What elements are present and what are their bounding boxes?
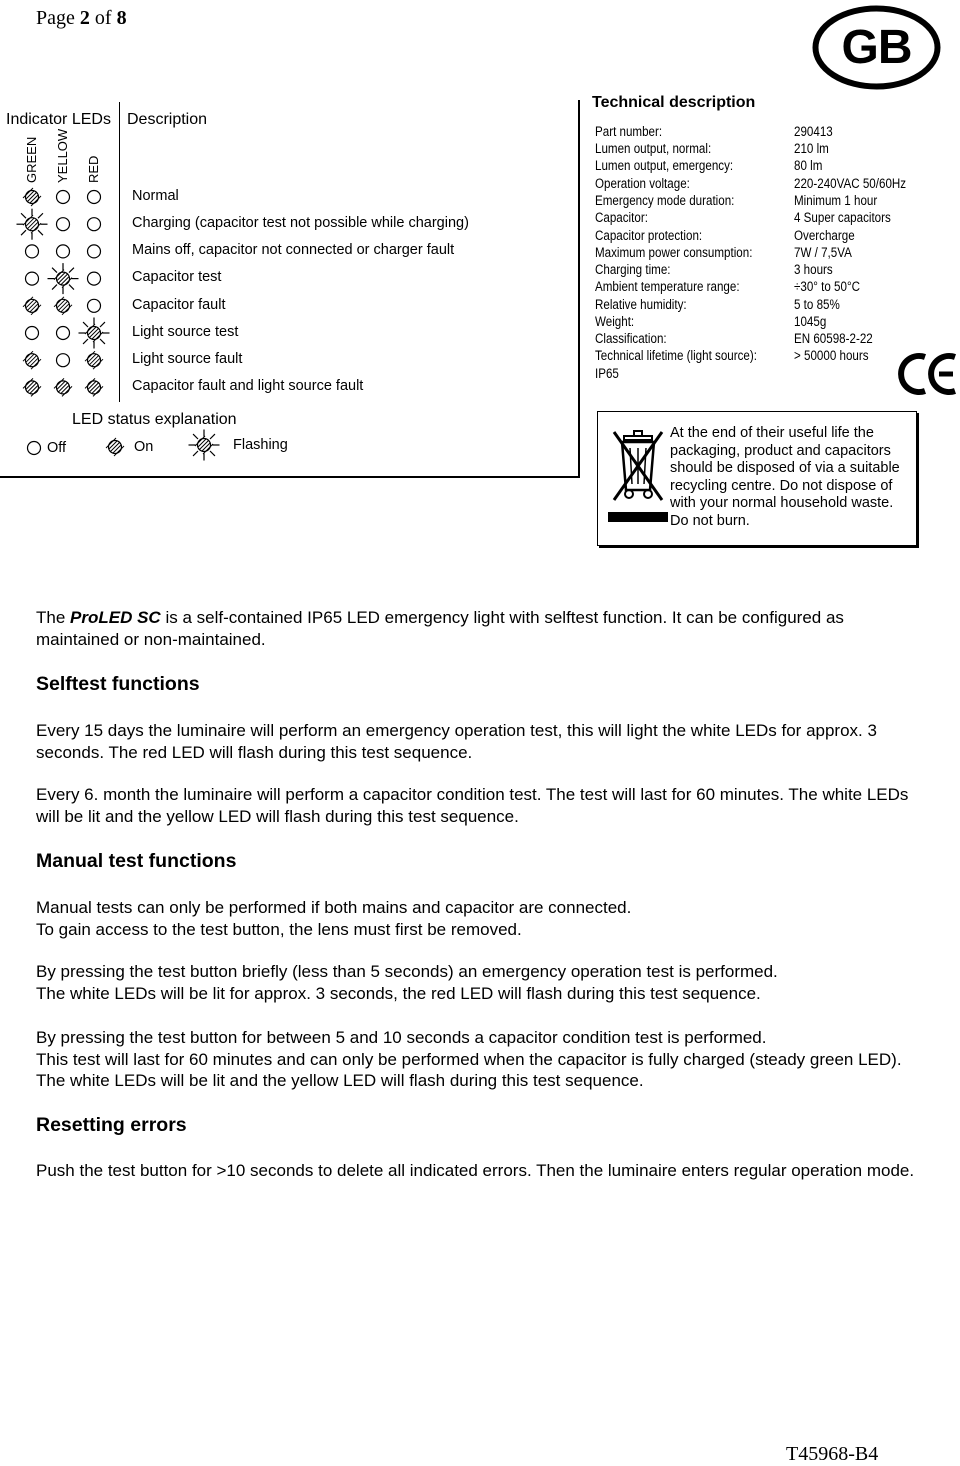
led-row-description: Light source test: [132, 324, 239, 340]
intro-pre: The: [36, 608, 71, 627]
led-off-icon: [88, 299, 101, 312]
legend-icons: [0, 425, 240, 475]
spec-label: Charging time:: [595, 262, 671, 277]
spec-value: 290413: [794, 124, 833, 139]
spec-label: Capacitor:: [595, 210, 648, 225]
column-red-label: RED: [86, 155, 101, 183]
led-row-description: Light source fault: [132, 351, 243, 367]
spec-value: Minimum 1 hour: [794, 193, 878, 208]
page-total: 8: [116, 7, 127, 29]
spec-label: Relative humidity:: [595, 297, 687, 312]
crossed-out-bin-icon: [608, 426, 668, 526]
intro-post: is a self-contained IP65 LED emergency light with selftest function. It can be configured as maintained or non-maintained.: [36, 608, 844, 649]
reset-paragraph: Push the test button for >10 seconds to delete all indicated errors. Then the luminaire enters regular operation mode.: [36, 1161, 915, 1180]
spec-value: EN 60598-2-22: [794, 331, 873, 346]
led-off-icon: [88, 272, 101, 285]
led-row-description: Charging (capacitor test not possible while charging): [132, 215, 469, 231]
led-off-icon: [57, 218, 70, 231]
page-label: Page: [36, 7, 75, 29]
document-code: T45968-B4: [786, 1443, 879, 1465]
spec-value: 3 hours: [794, 262, 833, 277]
manual-paragraph-1: Manual tests can only be performed if both mains and capacitor are connected. To gain access to the test button, the lens must first be removed.: [36, 898, 632, 939]
led-on-icon: [23, 188, 41, 206]
led-on-icon: [23, 378, 41, 396]
led-row-description: Mains off, capacitor not connected or charger fault: [132, 242, 455, 258]
spec-label: Part number:: [595, 124, 663, 139]
legend-title: LED status explanation: [72, 411, 237, 428]
legend-flashing-label: Flashing: [233, 437, 288, 453]
column-yellow-label: YELLOW: [55, 128, 70, 183]
led-off-icon: [57, 354, 70, 367]
led-off-icon: [88, 218, 101, 231]
led-flashing-icon: [48, 263, 79, 294]
led-flashing-icon: [17, 209, 48, 240]
led-off-icon: [26, 272, 39, 285]
resetting-errors-heading: Resetting errors: [36, 1114, 187, 1136]
spec-label: Ambient temperature range:: [595, 279, 740, 294]
column-green-label: GREEN: [24, 136, 39, 183]
led-row-description: Normal: [132, 188, 179, 204]
led-off-icon: [28, 442, 41, 455]
legend-on-label: On: [134, 439, 154, 455]
spec-value: ÷30° to 50°C: [794, 279, 861, 294]
spec-label: Lumen output, emergency:: [595, 158, 734, 173]
led-off-icon: [26, 245, 39, 258]
led-off-icon: [26, 327, 39, 340]
led-on-icon: [23, 351, 41, 369]
spec-value: Overcharge: [794, 228, 855, 243]
selftest-paragraph-1: Every 15 days the luminaire will perform an emergency operation test, this will light the white LEDs for approx. 3 seconds. The red LED will flash during this test sequence.: [36, 721, 877, 762]
page-of-label: of: [94, 7, 112, 29]
country-badge: [811, 4, 942, 91]
spec-label: Capacitor protection:: [595, 228, 703, 243]
led-off-icon: [88, 245, 101, 258]
led-row-description: Capacitor fault and light source fault: [132, 378, 364, 394]
spec-value: 4 Super capacitors: [794, 210, 891, 225]
led-off-icon: [88, 191, 101, 204]
selftest-heading: Selftest functions: [36, 673, 200, 695]
led-flashing-icon: [79, 318, 110, 349]
spec-value: > 50000 hours: [794, 348, 869, 363]
led-on-icon: [54, 378, 72, 396]
led-row-description: Capacitor test: [132, 269, 222, 285]
spec-label: Lumen output, normal:: [595, 141, 712, 156]
disposal-text: At the end of their useful life the packaging, product and capacitors should be disposed of via a suitable recycling centre. Do not dispose of with your normal household waste. Do not burn.: [670, 425, 900, 529]
led-off-icon: [57, 327, 70, 340]
spec-label: Weight:: [595, 314, 635, 329]
product-name: ProLED SC: [70, 608, 161, 627]
manual-paragraph-3: By pressing the test button for between 5 and 10 seconds a capacitor condition test is performed. This test will last for 60 minutes and can only be performed when the capacitor is fully charged (steady green LED). The white LEDs will be lit and the yellow LED will flash during this test sequence.: [36, 1028, 902, 1090]
spec-value: 220-240VAC 50/60Hz: [794, 176, 907, 191]
spec-value: 80 lm: [794, 158, 823, 173]
led-flashing-icon: [189, 430, 220, 461]
led-off-icon: [57, 245, 70, 258]
technical-description-title: Technical description: [592, 94, 756, 111]
spec-label: Emergency mode duration:: [595, 193, 735, 208]
spec-value: 1045g: [794, 314, 827, 329]
ce-mark-icon: [897, 349, 959, 399]
spec-value: 7W / 7,5VA: [794, 245, 852, 260]
page-current: 2: [79, 7, 90, 29]
spec-label: Classification:: [595, 331, 667, 346]
description-header: Description: [127, 111, 208, 128]
selftest-paragraph-2: Every 6. month the luminaire will perform a capacitor condition test. The test will last for 60 minutes. The white LEDs will be lit and the yellow LED will flash during this test sequence.: [36, 785, 909, 826]
led-status-grid: [0, 180, 120, 405]
spec-label: IP65: [595, 366, 619, 381]
led-on-icon: [23, 297, 41, 315]
led-on-icon: [85, 351, 103, 369]
led-on-icon: [106, 438, 124, 456]
legend-off-label: Off: [47, 440, 67, 456]
spec-label: Maximum power consumption:: [595, 245, 753, 260]
badge-text: GB: [841, 21, 912, 74]
spec-value: 5 to 85%: [794, 297, 840, 312]
led-row-description: Capacitor fault: [132, 297, 226, 313]
led-off-icon: [57, 191, 70, 204]
led-on-icon: [54, 297, 72, 315]
spec-value: 210 lm: [794, 141, 829, 156]
indicator-leds-header: Indicator LEDs: [6, 111, 111, 128]
manual-test-heading: Manual test functions: [36, 850, 237, 872]
page-number: [36, 7, 127, 30]
led-on-icon: [85, 378, 103, 396]
disposal-notice: [597, 411, 917, 546]
spec-label: Operation voltage:: [595, 176, 690, 191]
intro-paragraph: [36, 607, 916, 650]
spec-label: Technical lifetime (light source):: [595, 348, 757, 363]
manual-paragraph-2: By pressing the test button briefly (less than 5 seconds) an emergency operation test is performed. The white LEDs will be lit for approx. 3 seconds, the red LED will flash during this test sequence.: [36, 962, 778, 1003]
